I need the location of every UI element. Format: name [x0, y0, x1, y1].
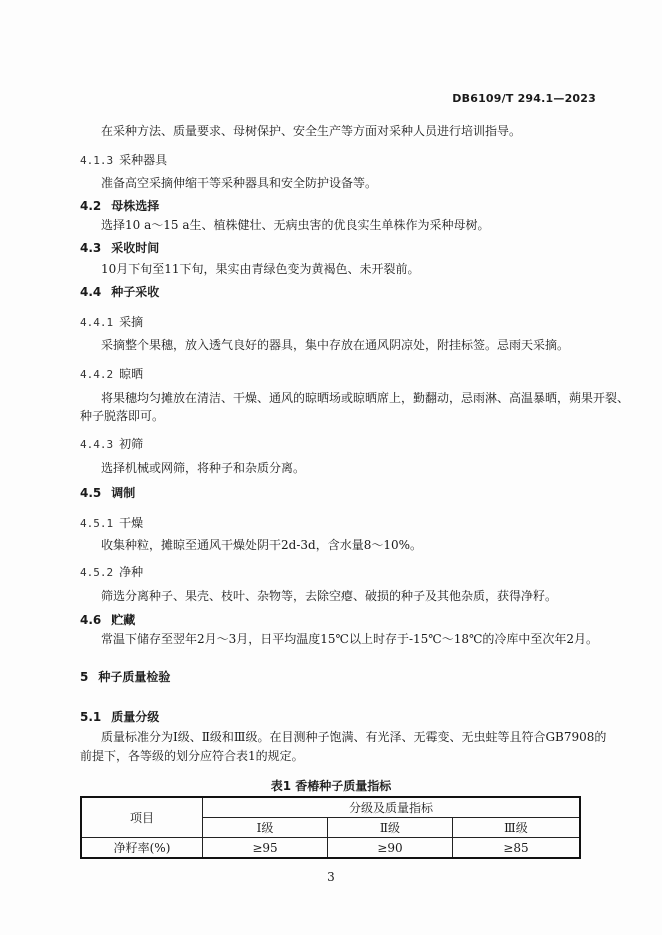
section-title: 贮藏: [111, 613, 136, 627]
section-number: 4.4.1: [80, 316, 114, 329]
paragraph-grading-line-1: 质量标准分为Ⅰ级、Ⅱ级和Ⅲ级。在目测种子饱满、有光泽、无霉变、无虫蛀等且符合GB7908的: [101, 730, 607, 744]
table-cell: ≥85: [452, 838, 580, 859]
table-row: [81, 838, 580, 859]
section-number: 5: [80, 670, 89, 684]
section-title: 种子质量检验: [98, 670, 171, 684]
section-4-4-heading: [80, 283, 159, 300]
section-title: 干燥: [119, 516, 144, 530]
section-number: 4.2: [80, 199, 102, 213]
paragraph-grading-line-2: 前提下，各等级的划分应符合表1的规定。: [80, 749, 304, 763]
paragraph-training: 在采种方法、质量要求、母树保护、安全生产等方面对采种人员进行培训指导。: [101, 124, 522, 138]
table-header-item: 项目: [81, 797, 203, 838]
paragraph-tools: 准备高空采摘伸缩干等采种器具和安全防护设备等。: [101, 176, 378, 190]
paragraph-storage: 常温下储存至翌年2月～3月，日平均温度15℃以上时存于-15℃～18℃的冷库中至次年2月。: [101, 632, 599, 646]
paragraph-mother-tree: 选择10 a～15 a生、植株健壮、无病虫害的优良实生单株作为采种母树。: [101, 218, 490, 232]
table-row: [81, 797, 580, 818]
paragraph-drying-line-2: 种子脱落即可。: [80, 409, 165, 423]
section-title: 母株选择: [111, 199, 160, 213]
section-title: 采摘: [119, 315, 144, 329]
section-number: 4.5.1: [80, 517, 114, 530]
page-number: 3: [327, 870, 335, 884]
section-title: 净种: [119, 565, 144, 579]
section-4-4-3-heading: [80, 435, 143, 452]
paragraph-cleaning: 筛选分离种子、果壳、枝叶、杂物等，去除空瘪、破损的种子及其他杂质，获得净籽。: [101, 589, 558, 603]
paragraph-picking: 采摘整个果穗，放入透气良好的器具，集中存放在通风阴凉处，附挂标签。忌雨天采摘。: [101, 338, 570, 352]
section-title: 种子采收: [111, 285, 160, 299]
section-4-4-2-heading: [80, 365, 143, 382]
section-4-5-2-heading: [80, 563, 143, 580]
section-title: 采种器具: [119, 153, 168, 167]
section-4-5-heading: [80, 484, 135, 501]
document-code-header: DB6109/T 294.1—2023: [452, 92, 596, 105]
table-cell: ≥95: [203, 838, 328, 859]
section-5-heading: [80, 668, 170, 685]
table-cell: ≥90: [327, 838, 452, 859]
table-header-grade: Ⅰ级: [203, 818, 328, 838]
quality-table: [80, 796, 581, 859]
table-caption: 表1 香椿种子质量指标: [270, 779, 392, 793]
section-number: 4.5: [80, 486, 102, 500]
table-row-label: 净籽率(%): [81, 838, 203, 859]
section-title: 质量分级: [111, 710, 160, 724]
paragraph-screening: 选择机械或网筛，将种子和杂质分离。: [101, 461, 306, 475]
paragraph-harvest-time: 10月下旬至11下旬，果实由青绿色变为黄褐色、未开裂前。: [101, 262, 420, 276]
table-header-grade: Ⅱ级: [327, 818, 452, 838]
section-4-1-3-heading: [80, 151, 167, 168]
section-number: 5.1: [80, 710, 102, 724]
paragraph-drying-process: 收集种粒，摊晾至通风干燥处阴干2d-3d，含水量8～10%。: [101, 538, 422, 552]
section-number: 4.6: [80, 613, 102, 627]
section-4-2-heading: [80, 197, 159, 214]
section-5-1-heading: [80, 708, 159, 725]
section-number: 4.1.3: [80, 154, 114, 167]
table-header-grade: Ⅲ级: [452, 818, 580, 838]
section-title: 晾晒: [119, 367, 144, 381]
section-4-6-heading: [80, 611, 135, 628]
section-title: 初筛: [119, 437, 144, 451]
section-number: 4.4: [80, 285, 102, 299]
section-title: 采收时间: [111, 241, 160, 255]
table-header-group: 分级及质量指标: [203, 797, 581, 818]
section-number: 4.3: [80, 241, 102, 255]
section-number: 4.5.2: [80, 566, 114, 579]
paragraph-drying-line-1: 将果穗均匀摊放在清洁、干燥、通风的晾晒场或晾晒席上，勤翻动，忌雨淋、高温暴晒，蒴果开裂、: [101, 391, 630, 405]
section-number: 4.4.3: [80, 438, 114, 451]
section-number: 4.4.2: [80, 368, 114, 381]
section-4-5-1-heading: [80, 514, 143, 531]
section-4-4-1-heading: [80, 313, 143, 330]
section-4-3-heading: [80, 239, 159, 256]
section-title: 调制: [111, 486, 136, 500]
